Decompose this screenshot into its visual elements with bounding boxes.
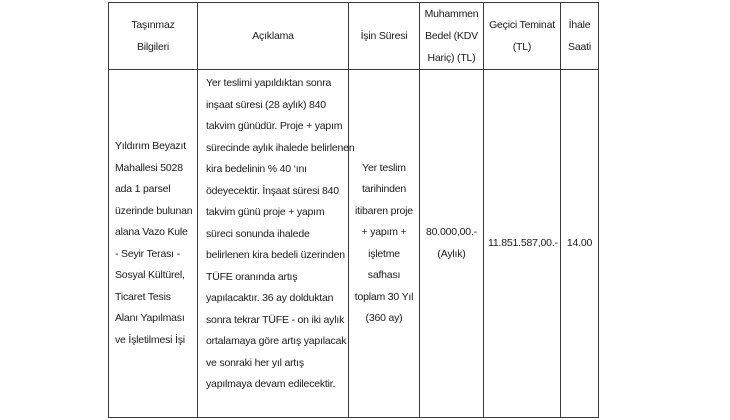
cell-text: takvim günüdür. Proje + yapım	[206, 120, 343, 132]
header-property-info	[109, 3, 198, 70]
cell-text: TÜFE oranında artış	[206, 270, 298, 283]
header-text: (TL)	[512, 41, 532, 53]
cell-text: Alanı Yapılması	[115, 312, 185, 324]
table-row	[109, 70, 599, 418]
header-text: Saati	[568, 41, 591, 53]
header-text: Muhammen	[424, 8, 479, 20]
cell-text: ödeyecektir. İnşaat süresi 840	[206, 184, 339, 197]
cell-text: + yapım +	[361, 226, 407, 238]
cell-text: 80.000,00.-	[426, 226, 477, 238]
header-text: Bedel (KDV	[425, 30, 478, 42]
cell-text: ve sonraki her yıl artış	[206, 356, 304, 369]
cell-text: inşaat süresi (28 aylık) 840	[206, 98, 326, 111]
header-row	[109, 3, 599, 70]
header-provisional-guarantee	[484, 3, 561, 70]
cell-text: Yer teslimi yapıldıktan sonra	[206, 77, 332, 89]
cell-text: Mahallesi 5028	[115, 161, 183, 174]
cell-text: Yıldırım Beyazıt	[115, 140, 186, 152]
header-text: Taşınmaz	[131, 19, 175, 31]
cell-text: (360 ay)	[365, 312, 403, 324]
cell-text: ortalamaya göre artış yapılacak	[206, 335, 347, 347]
cell-text: itibaren proje	[355, 204, 413, 217]
header-text: Hariç) (TL)	[427, 52, 476, 64]
cell-text: sürecinde aylık ihalede belirlenen	[206, 141, 355, 154]
cell-text: tarihinden	[361, 183, 407, 195]
header-tender-time	[561, 3, 599, 70]
cell-text: (Aylık)	[437, 247, 466, 260]
cell-text: - Seyir Terası -	[115, 247, 180, 260]
cell-text: kira bedelinin % 40 ‘ını	[206, 163, 307, 175]
header-text: Geçici Teminat	[489, 19, 555, 31]
header-description	[198, 3, 349, 70]
cell-text: ada 1 parsel	[115, 183, 171, 195]
cell-text: belirlenen kira bedeli üzerinden	[206, 249, 345, 261]
cell-property-info	[109, 70, 198, 418]
cell-text: 14.00	[566, 236, 593, 249]
cell-text: Yer teslim	[362, 161, 406, 174]
header-text: İşin Süresi	[360, 30, 408, 42]
cell-text: takvim günü proje + yapım	[206, 206, 325, 218]
cell-text: süreci sonunda ihalede	[206, 227, 310, 240]
cell-tender-time	[561, 70, 599, 418]
cell-text: safhası	[367, 269, 401, 281]
cell-text: ve İşletilmesi İşi	[115, 333, 185, 346]
cell-provisional-guarantee	[484, 70, 561, 418]
cell-text: alana Vazo Kule	[115, 226, 188, 238]
cell-text: işletme	[368, 247, 400, 260]
tender-table	[108, 2, 599, 418]
cell-estimated-price	[420, 70, 484, 418]
cell-text: toplam 30 Yıl	[354, 290, 414, 303]
cell-text: Sosyal Kültürel,	[115, 269, 185, 281]
cell-text: 11.851.587,00.-	[488, 236, 558, 249]
header-text: Bilgileri	[136, 41, 170, 53]
cell-text: Ticaret Tesis	[115, 290, 171, 303]
cell-text: sonra tekrar TÜFE - on iki aylık	[206, 313, 345, 326]
cell-description	[198, 70, 355, 418]
cell-text: yapılmaya devam edilecektir.	[206, 378, 336, 390]
header-text: Açıklama	[252, 30, 294, 42]
cell-text: üzerinde bulunan	[115, 204, 193, 217]
header-text: İhale	[568, 19, 591, 31]
cell-duration	[349, 70, 420, 418]
header-duration	[349, 3, 420, 70]
cell-text: yapılacaktır. 36 ay dolduktan	[206, 292, 334, 304]
header-estimated-price	[420, 3, 484, 70]
